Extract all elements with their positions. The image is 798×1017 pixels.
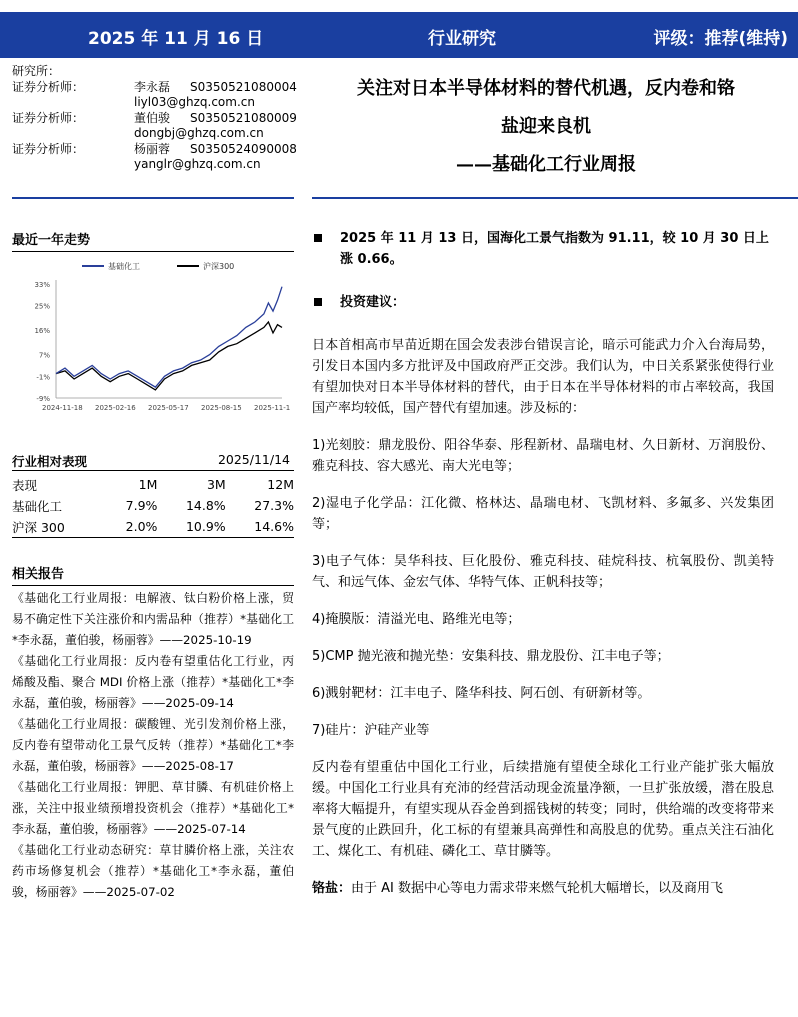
chart-legend: [82, 261, 234, 271]
x-tick-label: 2025-11-1: [254, 404, 291, 412]
paragraph-lead: 铬盐：: [312, 881, 352, 896]
trend-chart: [12, 258, 294, 418]
paragraph: [312, 878, 774, 899]
paragraph: 日本首相高市早苗近期在国会发表涉台错误言论，暗示可能武力介入台海局势，引发日本国内多方批评及中国政府严正交涉。我们认为，中日关系紧张使得行业有望加快对日本半导体材料的替代，由于日本在半导体材料的市占率较高，我国国产率均较低，国产替代有望加速。涉及标的：: [312, 338, 774, 416]
title-subtitle: ——基础化工行业周报: [456, 154, 636, 175]
institute-label: 研究所：: [12, 64, 61, 78]
bullet-square-icon: [314, 234, 322, 242]
list-item: 5)CMP 抛光液和抛光垫：安集科技、鼎龙股份、江丰电子等；: [312, 649, 670, 664]
analyst-block: [12, 64, 302, 173]
y-tick-label: -9%: [36, 395, 50, 403]
y-tick-label: 25%: [34, 302, 50, 311]
main-content: [312, 228, 774, 899]
left-divider: [12, 197, 294, 199]
y-tick-label: 33%: [34, 281, 50, 289]
chart-axes: [34, 280, 290, 412]
y-tick-label: -1%: [36, 373, 50, 382]
x-tick-label: 2025-08-15: [201, 404, 242, 412]
analyst-code: S0350521080004: [190, 79, 297, 94]
report-date: 2025 年 11 月 16 日: [88, 29, 264, 49]
analyst-name: 董伯骏: [134, 110, 171, 125]
list-item: 7)硅片：沪硅产业等: [312, 723, 430, 738]
legend-label: 沪深300: [203, 262, 235, 271]
title-line-2: 盐迎来良机: [501, 116, 591, 137]
analyst-role: 证券分析师：: [12, 79, 85, 94]
list-item: 4)掩膜版：清溢光电、路维光电等；: [312, 612, 521, 627]
x-tick-label: 2025-05-17: [148, 404, 189, 412]
report-link[interactable]: 《基础化工行业周报：碳酸锂、光引发剂价格上涨，反内卷有望带动化工景气反转（推荐）*基础化工*李永磊，董伯骏，杨丽蓉》——2025-08-17: [12, 717, 294, 773]
analyst-email[interactable]: liyl03@ghzq.com.cn: [134, 95, 255, 109]
analyst-role: 证券分析师：: [12, 141, 85, 156]
list-item: 6)溅射靶材：江丰电子、隆华科技、阿石创、有研新材等。: [312, 686, 651, 701]
col-header: 表现: [12, 477, 38, 493]
list-item: 2)湿电子化学品：江化微、格林达、晶瑞电材、飞凯材料、多氟多、兴发集团等；: [312, 496, 774, 532]
perf-date: 2025/11/14: [217, 452, 290, 467]
report-link[interactable]: 《基础化工行业周报：钾肥、草甘膦、有机硅价格上涨，关注中报业绩预增投资机会（推荐）*基础化工*李永磊，董伯骏，杨丽蓉》——2025-07-14: [12, 780, 294, 836]
related-reports-title: 相关报告: [12, 563, 294, 582]
bullet-advice: [312, 292, 774, 313]
col-header: 3M: [206, 477, 226, 492]
bullet-text: 投资建议：: [340, 295, 406, 310]
trend-section-title: 最近一年走势: [12, 229, 294, 248]
table-row: [12, 516, 294, 538]
cell-1m: 2.0%: [103, 516, 158, 538]
cell-3m: 10.9%: [157, 516, 225, 538]
analyst-email[interactable]: yanglr@ghzq.com.cn: [134, 157, 261, 171]
report-link[interactable]: 《基础化工行业动态研究：草甘膦价格上涨，关注农药市场修复机会（推荐）*基础化工*李永磊，董伯骏，杨丽蓉》——2025-07-02: [12, 843, 294, 899]
paragraph: 反内卷有望重估中国化工行业，后续措施有望使全球化工行业产能扩张大幅放缓。中国化工行业具有充沛的经营活动现金流量净额，一旦扩张放缓，潜在股息率将大幅提升，有望实现从吞金兽到摇钱树的转变；同时，供给端的改变将带来景气度的止跌回升，化工标的有望兼具高弹性和高股息的优势。重点关注石油化工、煤化工、有机硅、磷化工、草甘膦等。: [312, 760, 774, 859]
title-line-1: 关注对日本半导体材料的替代机遇，反内卷和铬: [357, 78, 735, 99]
list-item: 1)光刻胶：鼎龙股份、阳谷华泰、彤程新材、晶瑞电材、久日新材、万润股份、雅克科技、容大感光、南大光电等；: [312, 438, 774, 474]
x-tick-label: 2024-11-18: [42, 404, 83, 412]
analyst-code: S0350521080009: [190, 110, 297, 125]
row-name: 沪深 300: [12, 516, 103, 538]
row-name: 基础化工: [12, 498, 63, 514]
series-line: [56, 322, 282, 390]
col-header: 12M: [267, 477, 294, 492]
analyst-role: 证券分析师：: [12, 110, 85, 125]
relative-performance: [12, 452, 294, 538]
report-rating: 评级：推荐(维持): [653, 29, 788, 49]
related-reports-list: [12, 588, 294, 903]
table-row: [12, 495, 294, 516]
bullet-text: 2025 年 11 月 13 日，国海化工景气指数为 91.11，较 10 月 30 日上涨 0.66。: [340, 231, 769, 267]
y-tick-label: 16%: [34, 327, 50, 336]
trend-chart-svg: [12, 258, 294, 418]
analyst-email[interactable]: dongbj@ghzq.com.cn: [134, 126, 264, 140]
chart-series: [56, 287, 282, 390]
perf-table: [12, 474, 294, 538]
legend-label: 基础化工: [108, 262, 140, 271]
report-category: 行业研究: [428, 29, 496, 49]
perf-title: 行业相对表现: [12, 454, 88, 469]
cell-12m: 14.6%: [226, 516, 294, 538]
analyst-name: 李永磊: [134, 79, 171, 94]
x-tick-label: 2025-02-16: [95, 404, 136, 412]
list-item: 3)电子气体：昊华科技、巨化股份、雅克科技、硅烷科技、杭氧股份、凯美特气、和远气体、金宏气体、华特气体、正帆科技等；: [312, 554, 774, 590]
analyst-code: S0350524090008: [190, 141, 297, 156]
y-tick-label: 7%: [38, 351, 50, 360]
cell-3m: 14.8%: [185, 498, 226, 513]
table-header-row: [12, 474, 294, 495]
report-link[interactable]: 《基础化工行业周报：反内卷有望重估化工行业，丙烯酸及酯、聚合 MDI 价格上涨（推荐）*基础化工*李永磊，董伯骏，杨丽蓉》——2025-09-14: [12, 654, 294, 710]
bullet-square-icon: [314, 298, 322, 306]
report-link[interactable]: 《基础化工行业周报：电解液、钛白粉价格上涨，贸易不确定性下关注涨价和内需品种（推荐）*基础化工*李永磊，董伯骏，杨丽蓉》——2025-10-19: [12, 591, 294, 647]
paragraph-text: 由于 AI 数据中心等电力需求带来燃气轮机大幅增长，以及商用飞: [351, 881, 724, 896]
cell-1m: 7.9%: [125, 498, 158, 513]
analyst-name: 杨丽蓉: [134, 141, 171, 156]
col-header: 1M: [138, 477, 158, 492]
cell-12m: 27.3%: [254, 498, 294, 513]
report-title: [296, 70, 796, 184]
report-header-bar: [0, 12, 798, 58]
right-divider: [312, 197, 798, 199]
bullet-index: [312, 228, 774, 270]
